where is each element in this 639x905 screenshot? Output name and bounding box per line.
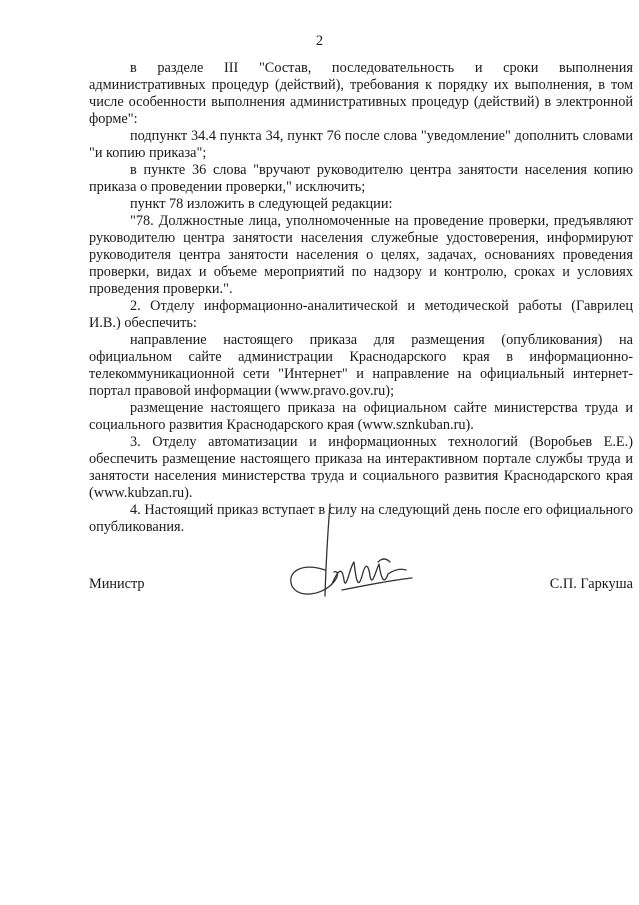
handwritten-signature <box>282 500 417 610</box>
document-body <box>89 60 633 536</box>
paragraph-clause-36: в пункте 36 слова "вручают руководителю центра занятости населения копию приказа о проведении проверки," исключить; <box>89 162 633 195</box>
paragraph-clause-78-text: "78. Должностные лица, уполномоченные на проведение проверки, предъявляют руководителю центра занятости населения служебные удостоверения, информируют руководителя центра занятости населения о целях, задачах, основаниях проведения проверки, видах и объеме мероприятий по надзору и контролю, сроках и условиях проведения проверки.". <box>89 213 633 297</box>
paragraph-clause-78-intro: пункт 78 изложить в следующей редакции: <box>130 196 393 212</box>
page-number: 2 <box>315 33 324 49</box>
paragraph-section-iii: в разделе III "Состав, последовательность и сроки выполнения административных процедур (действий), требования к порядку их выполнения, в том числе особенности выполнения административных процедур (действий) в электронной форме": <box>89 60 633 127</box>
paragraph-item-2-site: размещение настоящего приказа на официальном сайте министерства труда и социального развития Краснодарского края (www.sznkuban.ru). <box>89 400 633 433</box>
paragraph-item-2-publication: направление настоящего приказа для размещения (опубликования) на официальном сайте администрации Краснодарского края в информационно-телекоммуникационной сети "Интернет" и направление на официальный интернет-портал правовой информации (www.pravo.gov.ru); <box>89 332 633 399</box>
paragraph-item-4: 4. Настоящий приказ вступает в силу на следующий день после его официального опубликования. <box>89 502 633 535</box>
paragraph-subclause-34-4: подпункт 34.4 пункта 34, пункт 76 после слова "уведомление" дополнить словами "и копию приказа"; <box>89 128 633 161</box>
signatory-name: С.П. Гаркуша <box>549 576 633 592</box>
position-label: Министр <box>89 576 145 592</box>
paragraph-item-2: 2. Отделу информационно-аналитической и методической работы (Гаврилец И.В.) обеспечить: <box>89 298 633 331</box>
paragraph-item-3: 3. Отделу автоматизации и информационных технологий (Воробьев Е.Е.) обеспечить размещение настоящего приказа на интерактивном портале службы труда и занятости населения министерства труда и социального развития Краснодарского края (www.kubzan.ru). <box>89 434 633 501</box>
